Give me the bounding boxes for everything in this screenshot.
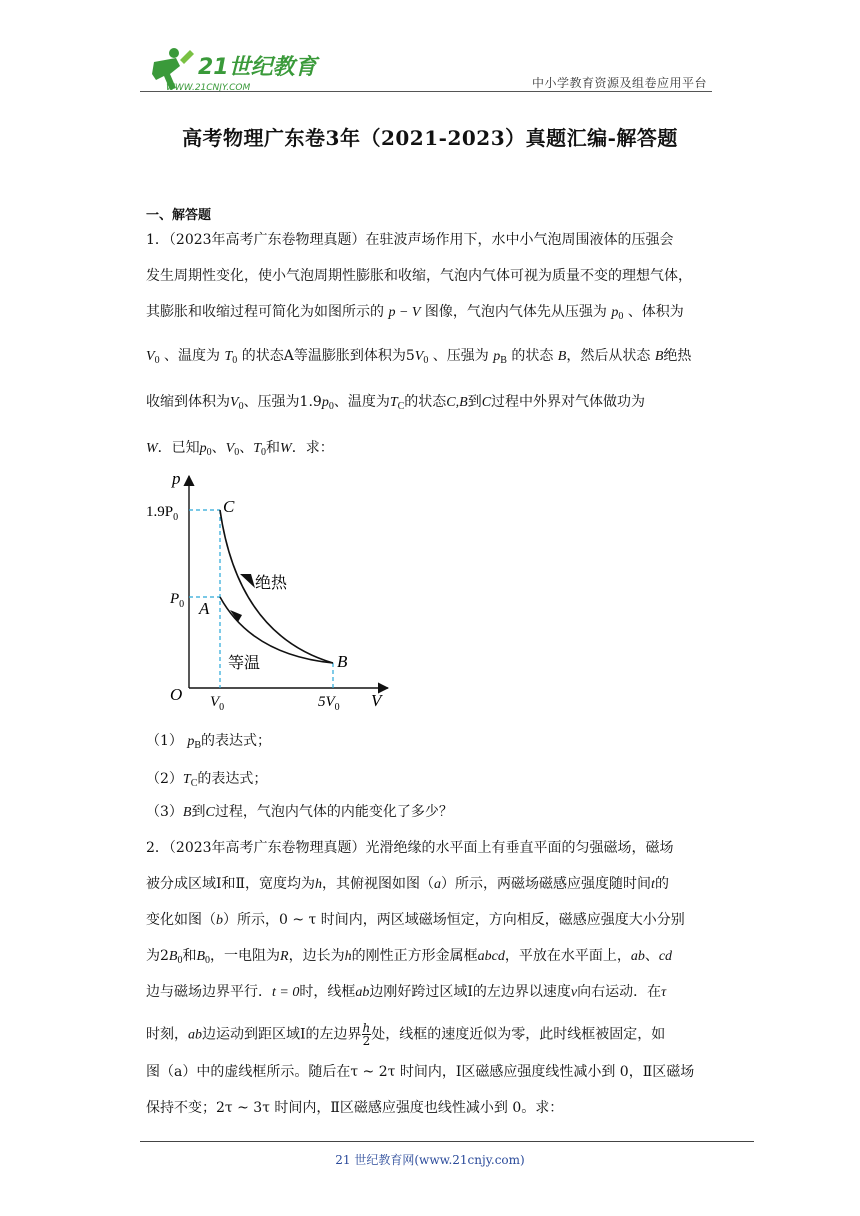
- t0-eq: t = 0: [272, 985, 300, 1000]
- tick-label-p0: $P_0$: [170, 591, 185, 610]
- logo-url: WWW.21CNJY.COM: [166, 83, 251, 93]
- ab-symbol: ab: [355, 985, 370, 1000]
- t0-symbol: $T_0$: [224, 349, 238, 366]
- q2-line-6: [146, 1022, 726, 1047]
- q1-line-3: [146, 304, 726, 323]
- text-run: 、压强为1.9: [243, 394, 322, 410]
- ab-symbol: ab: [188, 1027, 202, 1043]
- text-run: （2）: [146, 771, 183, 787]
- adiabatic-label: 绝热: [255, 573, 288, 592]
- text-run: 的状态: [511, 348, 554, 364]
- y-axis-label: p: [172, 469, 181, 488]
- header-divider: [140, 91, 712, 92]
- c-symbol: C: [205, 805, 215, 820]
- text-run: ，平放在水平面上，: [504, 948, 631, 964]
- text-run: ，其俯视图如图（: [322, 876, 435, 892]
- p0-symbol: $p_0$: [321, 395, 334, 412]
- cb-symbol: C,B: [446, 395, 468, 410]
- q1-line-5: [146, 394, 726, 413]
- text-run: 、体积为: [627, 304, 684, 320]
- x-axis-label: V: [371, 691, 382, 710]
- text-run: 到: [191, 804, 206, 820]
- abcd-symbol: abcd: [477, 949, 505, 964]
- q1-line-6: W．已知$p_0$、$V_0$、$T_0$和W．求：: [146, 440, 334, 458]
- text-run: ，一电阻为: [210, 948, 281, 964]
- text-run: 边刚好跨过区域Ⅰ的左边界以速度: [369, 984, 571, 1000]
- q1-sub-2: [146, 771, 726, 790]
- p0-symbol: $p_0$: [611, 305, 624, 322]
- q2-line-2: [146, 876, 726, 894]
- q2-line-5: [146, 984, 726, 1002]
- q2-line-4: [146, 948, 726, 967]
- b0-symbol: $B_0$: [196, 949, 211, 966]
- text-run: ）所示，0 ~ τ 时间内，两区域磁场恒定，方向相反，磁感应强度大小分别: [223, 912, 685, 928]
- tick-label-1-9p0: $1.9P_0$: [146, 504, 179, 523]
- text-run: 到: [467, 394, 482, 410]
- text-run: 的: [654, 876, 669, 892]
- text-run: 的表达式；: [201, 733, 272, 749]
- text-run: 变化如图（: [146, 912, 216, 928]
- h-symbol: h: [315, 877, 323, 892]
- text-run: 时，线框: [299, 984, 356, 1000]
- ab-symbol: ab: [630, 949, 645, 964]
- q2-line-1: 2．（2023年高考广东卷物理真题）光滑绝缘的水平面上有垂直平面的匀强磁场，磁场: [146, 840, 674, 856]
- text-run: （3）: [146, 804, 183, 820]
- q2-line-7: 图（a）中的虚线框所示。随后在τ ~ 2τ 时间内，Ⅰ区磁感应强度线性减小到 0，Ⅱ区磁场: [146, 1064, 695, 1080]
- text-run: ．求：: [291, 440, 334, 456]
- v0-symbol: $V_0$: [414, 349, 429, 366]
- text-run: 被分成区域Ⅰ和Ⅱ，宽度均为: [146, 876, 316, 892]
- tc-symbol: $T_C$: [182, 772, 198, 789]
- text-run: ）所示，两磁场磁感应强度随时间: [441, 876, 652, 892]
- text-run: ，然后从状态: [566, 348, 651, 364]
- q2-line-8: 保持不变；2τ ~ 3τ 时间内，Ⅱ区磁感应强度也线性减小到 0。求：: [146, 1100, 564, 1116]
- text-run: ．已知: [157, 440, 200, 456]
- v0-symbol: $V_0$: [146, 349, 160, 366]
- pv-symbol: p − V: [388, 305, 421, 320]
- tick-label-5v0: $5V_0$: [318, 694, 340, 713]
- text-run: 边运动到距区域Ⅰ的左边界: [202, 1026, 362, 1043]
- pv-diagram: [146, 469, 400, 715]
- v0-symbol: $V_0$: [230, 395, 244, 412]
- text-run: 边与磁场边界平行．: [146, 984, 272, 1000]
- text-run: 过程中外界对气体做功为: [491, 394, 646, 410]
- tc-symbol: $T_C$: [389, 395, 405, 412]
- logo: [146, 44, 316, 94]
- isothermal-label: 等温: [228, 653, 261, 672]
- origin-label: O: [170, 685, 183, 704]
- q1-line-1: 1．（2023年高考广东卷物理真题）在驻波声场作用下，水中小气泡周围液体的压强会: [146, 232, 674, 248]
- section-heading: 一、解答题: [146, 208, 212, 223]
- logo-text: 21世纪教育: [198, 55, 317, 80]
- t0-symbol: $T_0$: [253, 441, 267, 458]
- tick-label-v0: $V_0$: [210, 694, 225, 713]
- text-run: 、温度为: [164, 348, 221, 364]
- r-symbol: R: [280, 949, 289, 964]
- text-run: 图像，气泡内气体先从压强为: [424, 304, 607, 320]
- text-run: 、压强为: [432, 348, 489, 364]
- cd-symbol: cd: [658, 949, 673, 964]
- w-symbol: W: [280, 441, 292, 456]
- text-run: 收缩到体积为: [146, 394, 230, 410]
- text-run: ，边长为: [288, 948, 345, 964]
- v-symbol: v: [570, 985, 578, 1000]
- v0-symbol: $V_0$: [225, 441, 240, 458]
- text-run: 处，线框的速度近似为零，此时线框被固定，如: [371, 1026, 666, 1043]
- b-letter: b: [216, 913, 223, 928]
- header-tagline: 中小学教育资源及组卷应用平台: [532, 76, 708, 90]
- text-run: 和: [266, 440, 281, 456]
- text-run: 向右运动．在: [577, 984, 662, 1000]
- a-symbol: a: [434, 877, 442, 892]
- b-symbol: B: [557, 349, 567, 364]
- text-run: 、: [644, 948, 659, 964]
- text-run: 绝热: [663, 348, 692, 364]
- text-run: 时刻，: [146, 1026, 188, 1043]
- text-run: 为2: [146, 948, 169, 964]
- pb-symbol: $p_B$: [187, 734, 202, 751]
- q1-line-2: 发生周期性变化，使小气泡周期性膨胀和收缩，气泡内气体可视为质量不变的理想气体，: [146, 268, 692, 284]
- point-a-label: A: [199, 599, 210, 618]
- text-run: 的状态: [404, 394, 447, 410]
- text-run: 的刚性正方形金属框: [351, 948, 478, 964]
- h-symbol: h: [344, 949, 352, 964]
- p0-symbol: $p_0$: [199, 441, 212, 458]
- pb-symbol: $p_B$: [493, 349, 507, 366]
- q1-sub-1: [146, 733, 726, 752]
- point-b-label: B: [337, 652, 348, 671]
- text-run: 和: [182, 948, 197, 964]
- text-run: 的状态A等温膨胀到体积为5: [241, 348, 415, 364]
- text-run: 的表达式；: [197, 771, 268, 787]
- b-symbol: B: [654, 349, 664, 364]
- q2-line-3: [146, 912, 726, 930]
- b0-symbol: $B_0$: [168, 949, 183, 966]
- footer-text[interactable]: 21 世纪教育网(www.21cnjy.com): [335, 1153, 525, 1167]
- point-c-label: C: [223, 497, 235, 516]
- t-symbol: t: [651, 877, 655, 892]
- guide-lines: [189, 510, 333, 688]
- h-over-2-fraction: $\frac{h}{2}$: [362, 1021, 371, 1048]
- c-symbol: C: [481, 395, 492, 410]
- tau-symbol: τ: [661, 985, 667, 1000]
- page-title: 高考物理广东卷3年（2021-2023）真题汇编-解答题: [182, 126, 678, 150]
- w-symbol: W: [146, 441, 158, 456]
- text-run: （1）: [146, 733, 183, 749]
- q1-line-4: [146, 348, 726, 367]
- text-run: 、温度为: [333, 394, 390, 410]
- footer-divider: [140, 1141, 754, 1142]
- q1-sub-3: [146, 804, 726, 822]
- b-symbol: B: [182, 805, 192, 820]
- text-run: 其膨胀和收缩过程可简化为如图所示的: [146, 304, 384, 320]
- text-run: 过程，气泡内气体的内能变化了多少？: [214, 804, 453, 820]
